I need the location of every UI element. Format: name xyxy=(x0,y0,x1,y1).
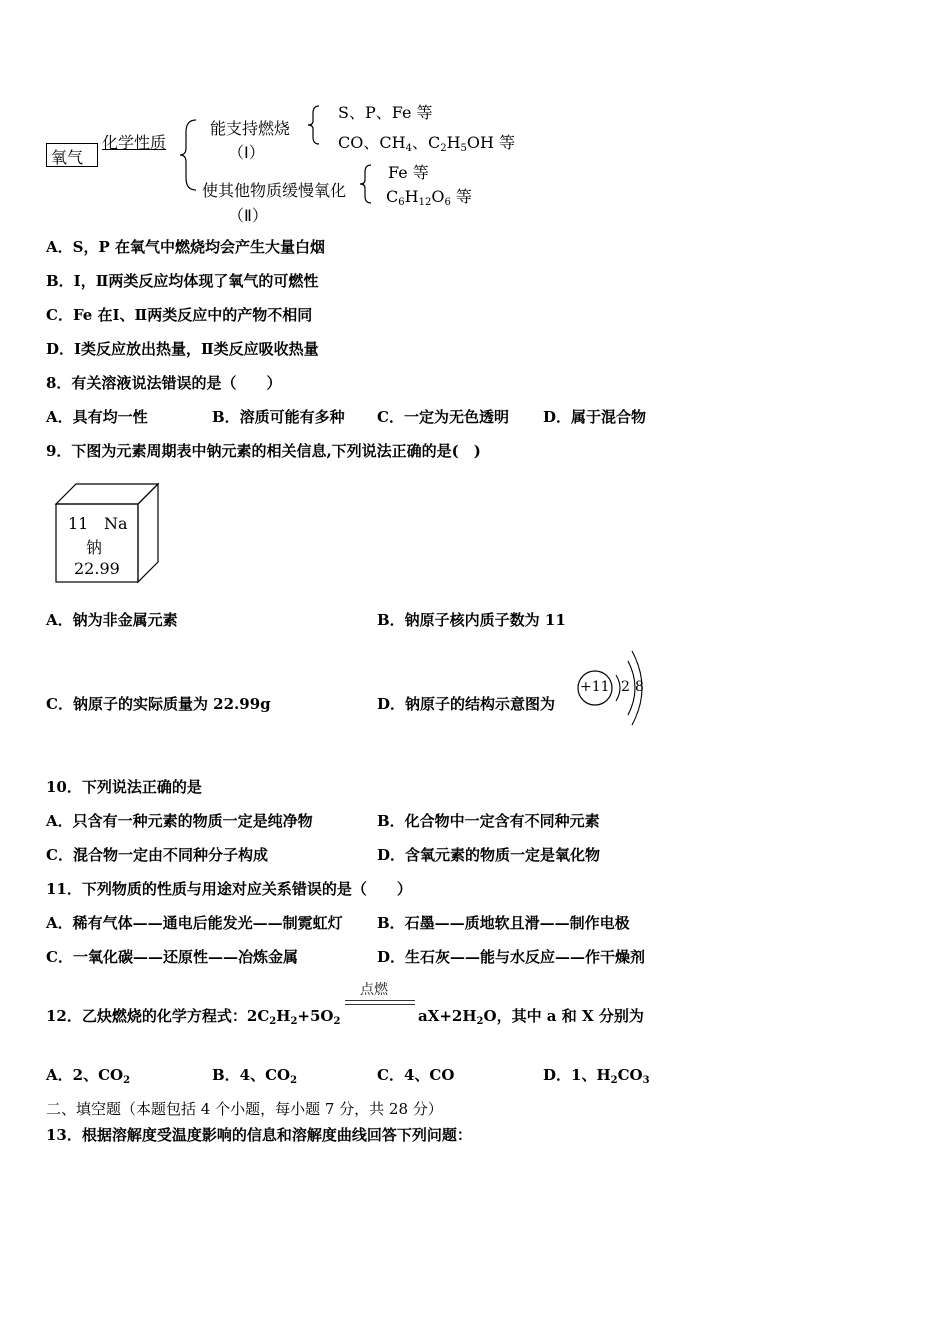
q10-option-a: A．只含有一种元素的物质一定是纯净物 xyxy=(46,812,313,830)
equation-bar-bottom xyxy=(345,1004,415,1005)
element-name: 钠 xyxy=(86,538,103,557)
q11-option-a: A．稀有气体——通电后能发光——制霓虹灯 xyxy=(46,914,343,932)
element-atomic-mass: 22.99 xyxy=(74,559,120,578)
q8-stem: 8．有关溶液说法错误的是（ ） xyxy=(46,374,282,392)
q12-option-d: D．1、$H_2CO_3$ xyxy=(543,1066,650,1086)
atom-shell-1-count: 2 xyxy=(621,679,630,695)
q7-option-a: A．S，P 在氧气中燃烧均会产生大量白烟 xyxy=(46,238,325,256)
q10-option-b: B．化合物中一定含有不同种元素 xyxy=(377,812,600,830)
brace-main-icon xyxy=(178,118,200,192)
q12-option-c: C．4、CO xyxy=(377,1066,455,1084)
q12-stem-products: $aX+2H_2O$，其中 a 和 X 分别为 xyxy=(418,1007,644,1027)
equation-bar-top xyxy=(345,1000,415,1001)
q8-option-a: A．具有均一性 xyxy=(46,408,148,426)
reaction-condition: 点燃 xyxy=(360,982,388,998)
branch2-example-2: $C_6H_{12}O_6$ 等 xyxy=(386,187,472,208)
sodium-atom-structure-diagram xyxy=(576,647,648,727)
q10-stem: 10．下列说法正确的是 xyxy=(46,778,202,796)
q11-option-c: C．一氧化碳——还原性——冶炼金属 xyxy=(46,948,298,966)
q8-option-d: D．属于混合物 xyxy=(543,408,647,426)
q9-option-c: C．钠原子的实际质量为 22.99g xyxy=(46,695,271,713)
q9-option-b: B．钠原子核内质子数为 11 xyxy=(377,611,566,629)
q12-option-b: B．4、$CO_2$ xyxy=(212,1066,298,1086)
q9-option-d: D．钠原子的结构示意图为 xyxy=(377,695,556,713)
brace-1-icon xyxy=(306,104,322,146)
branch2-example-1: Fe 等 xyxy=(388,163,429,182)
q11-stem: 11．下列物质的性质与用途对应关系错误的是（ ） xyxy=(46,880,412,898)
section-2-heading: 二、填空题（本题包括 4 个小题，每小题 7 分，共 28 分） xyxy=(46,1100,443,1118)
q10-option-d: D．含氧元素的物质一定是氧化物 xyxy=(377,846,601,864)
element-symbol: Na xyxy=(104,514,128,533)
q8-option-b: B．溶质可能有多种 xyxy=(212,408,345,426)
q12-option-a: A．2、$CO_2$ xyxy=(46,1066,131,1086)
q7-option-b: B．Ⅰ，Ⅱ两类反应均体现了氧气的可燃性 xyxy=(46,272,319,290)
q10-option-c: C．混合物一定由不同种分子构成 xyxy=(46,846,268,864)
q11-option-b: B．石墨——质地软且滑——制作电极 xyxy=(377,914,630,932)
atom-nucleus-charge: +11 xyxy=(580,679,610,695)
branch2-label: 使其他物质缓慢氧化 xyxy=(202,181,347,200)
q12-stem-prefix: 12．乙炔燃烧的化学方程式：$2C_2H_2+5O_2$ xyxy=(46,1007,341,1027)
atom-shell-2-count: 8 xyxy=(635,679,644,695)
element-atomic-number: 11 xyxy=(68,514,89,533)
q7-option-d: D．Ⅰ类反应放出热量，Ⅱ类反应吸收热量 xyxy=(46,340,319,358)
branch1-label: 能支持燃烧 xyxy=(210,119,291,138)
q13-stem: 13．根据溶解度受温度影响的信息和溶解度曲线回答下列问题： xyxy=(46,1126,472,1144)
q11-option-d: D．生石灰——能与水反应——作干燥剂 xyxy=(377,948,646,966)
q7-option-c: C．Fe 在Ⅰ、Ⅱ两类反应中的产物不相同 xyxy=(46,306,313,324)
sodium-element-card xyxy=(46,480,164,590)
branch1-number: （Ⅰ） xyxy=(228,143,265,162)
branch1-example-1: S、P、Fe 等 xyxy=(338,103,433,122)
chem-property-label: 化学性质 xyxy=(102,133,167,152)
q8-option-c: C．一定为无色透明 xyxy=(377,408,509,426)
branch2-number: （Ⅱ） xyxy=(228,206,268,225)
q9-stem: 9．下图为元素周期表中钠元素的相关信息,下列说法正确的是( ) xyxy=(46,442,481,460)
oxygen-box xyxy=(46,143,98,167)
brace-2-icon xyxy=(358,163,374,205)
q9-option-a: A．钠为非金属元素 xyxy=(46,611,178,629)
branch1-example-2: CO、$CH_4$、$C_2H_5OH$ 等 xyxy=(338,133,516,154)
oxygen-label: 氧气 xyxy=(51,148,84,167)
